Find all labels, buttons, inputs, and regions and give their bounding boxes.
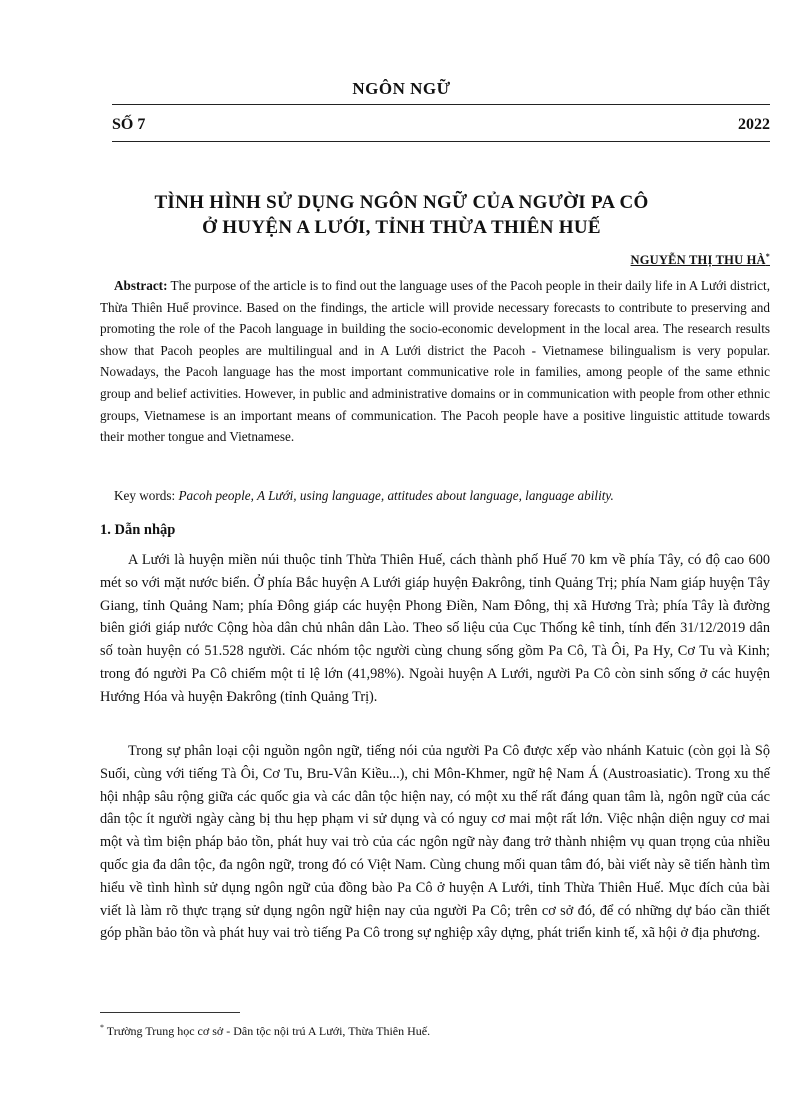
- header-bottom-rule: [112, 141, 770, 142]
- author-name: [631, 252, 770, 268]
- footnote: [100, 1019, 770, 1040]
- body-paragraph-1: A Lưới là huyện miền núi thuộc tỉnh Thừa Thiên Huế, cách thành phố Huế 70 km về phía Tây, có độ cao 600 mét so với mặt nước biển. Ở phía Bắc huyện A Lưới giáp huyện Đakrông, tỉnh Quảng Trị; phía Nam giáp huyện Tây Giang, tỉnh Quảng Nam; phía Đông giáp các huyện Phong Điền, Nam Đông, thị xã Hương Trà; phía Tây là đường biên giới giáp nước Cộng hòa dân chủ nhân dân Lào. Theo số liệu của Cục Thống kê tỉnh, tính đến 31/12/2019 dân số toàn huyện có 51.528 người. Các nhóm tộc người cùng chung sống gồm Pa Cô, Tà Ôi, Pa Hy, Cơ Tu và Kinh; trong đó người Pa Cô chiếm một tỉ lệ lớn (41,98%). Ngoài huyện A Lưới, người Pa Cô còn sinh sống ở các huyện Hướng Hóa và huyện Đakrông (tỉnh Quảng Trị).: [100, 552, 770, 705]
- author-footnote-mark[interactable]: *: [765, 252, 770, 261]
- footnote-mark: *: [100, 1023, 104, 1032]
- title-line-1: TÌNH HÌNH SỬ DỤNG NGÔN NGỮ CỦA NGƯỜI PA CÔ: [154, 192, 649, 213]
- body-paragraph-2: Trong sự phân loại cội nguồn ngôn ngữ, tiếng nói của người Pa Cô được xếp vào nhánh Katuic (còn gọi là Sộ Suối, cùng với tiếng Tà Ôi, Cơ Tu, Bru-Vân Kiều...), chi Môn-Khmer, ngữ hệ Nam Á (Austroasiatic). Trong xu thế hội nhập sâu rộng giữa các quốc gia và các dân tộc hiện nay, có một xu thế rất đáng quan tâm là, ngôn ngữ của các dân tộc ít người ngày càng bị thu hẹp phạm vi sử dụng và có nguy cơ mai một rất lớn. Việc nhận diện nguy cơ mai một và tìm biện pháp bảo tồn, phát huy vai trò của các ngôn ngữ này đang trở thành nhiệm vụ quan trọng của nhiều quốc gia đa dân tộc, đa ngôn ngữ, trong đó có Việt Nam. Cùng chung mối quan tâm đó, bài viết này sẽ tiến hành tìm hiểu về tình hình sử dụng ngôn ngữ của đồng bào Pa Cô ở huyện A Lưới, tỉnh Thừa Thiên Huế. Mục đích của bài viết là làm rõ thực trạng sử dụng ngôn ngữ hiện nay của người Pa Cô; trên cơ sở đó, để có những dự báo cần thiết góp phần bảo tồn và phát huy vai trò tiếng Pa Cô trong sự nghiệp xây dựng, phát triển kinh tế, xã hội ở địa phương.: [100, 743, 770, 942]
- article-title: [0, 190, 803, 240]
- abstract-label: Abstract:: [114, 278, 168, 293]
- keywords: [114, 485, 770, 506]
- section-heading: 1. Dẫn nhập: [100, 522, 176, 538]
- issue-year: 2022: [738, 116, 770, 133]
- title-line-2: Ở HUYỆN A LƯỚI, TỈNH THỪA THIÊN HUẾ: [202, 217, 601, 238]
- abstract-text: The purpose of the article is to find out the language uses of the Pacoh people in their daily life in A Lưới district, Thừa Thiên Huế province. Based on the findings, the article will provide necessary forecasts to contribute to preserving and promoting the role of the Pacoh language in building the socio-economic development in the local area. The research results show that Pacoh peoples are multilingual and in A Lưới district the Pacoh - Vietnamese bilingualism is very popular. Nowadays, the Pacoh language has the most important communicative role in families, among people of the same ethnic group and belief activities. However, in public and administrative domains or in communication with people from other ethnic groups, Vietnamese is an important means of communication. The Pacoh people have a positive linguistic attitude towards their mother tongue and Vietnamese.: [100, 278, 770, 445]
- keywords-text: Pacoh people, A Lưới, using language, attitudes about language, language ability.: [175, 488, 614, 503]
- abstract: [100, 275, 770, 448]
- header-top-rule: [112, 104, 770, 105]
- keywords-label: Key words:: [114, 488, 176, 503]
- journal-name: NGÔN NGỮ: [352, 79, 451, 98]
- issue-number: SỐ 7: [112, 116, 146, 133]
- footnote-rule: [100, 1012, 240, 1013]
- footnote-text: Trường Trung học cơ sở - Dân tộc nội trú A Lưới, Thừa Thiên Huế.: [104, 1024, 431, 1038]
- author-text: NGUYỄN THỊ THU HÀ: [630, 253, 766, 268]
